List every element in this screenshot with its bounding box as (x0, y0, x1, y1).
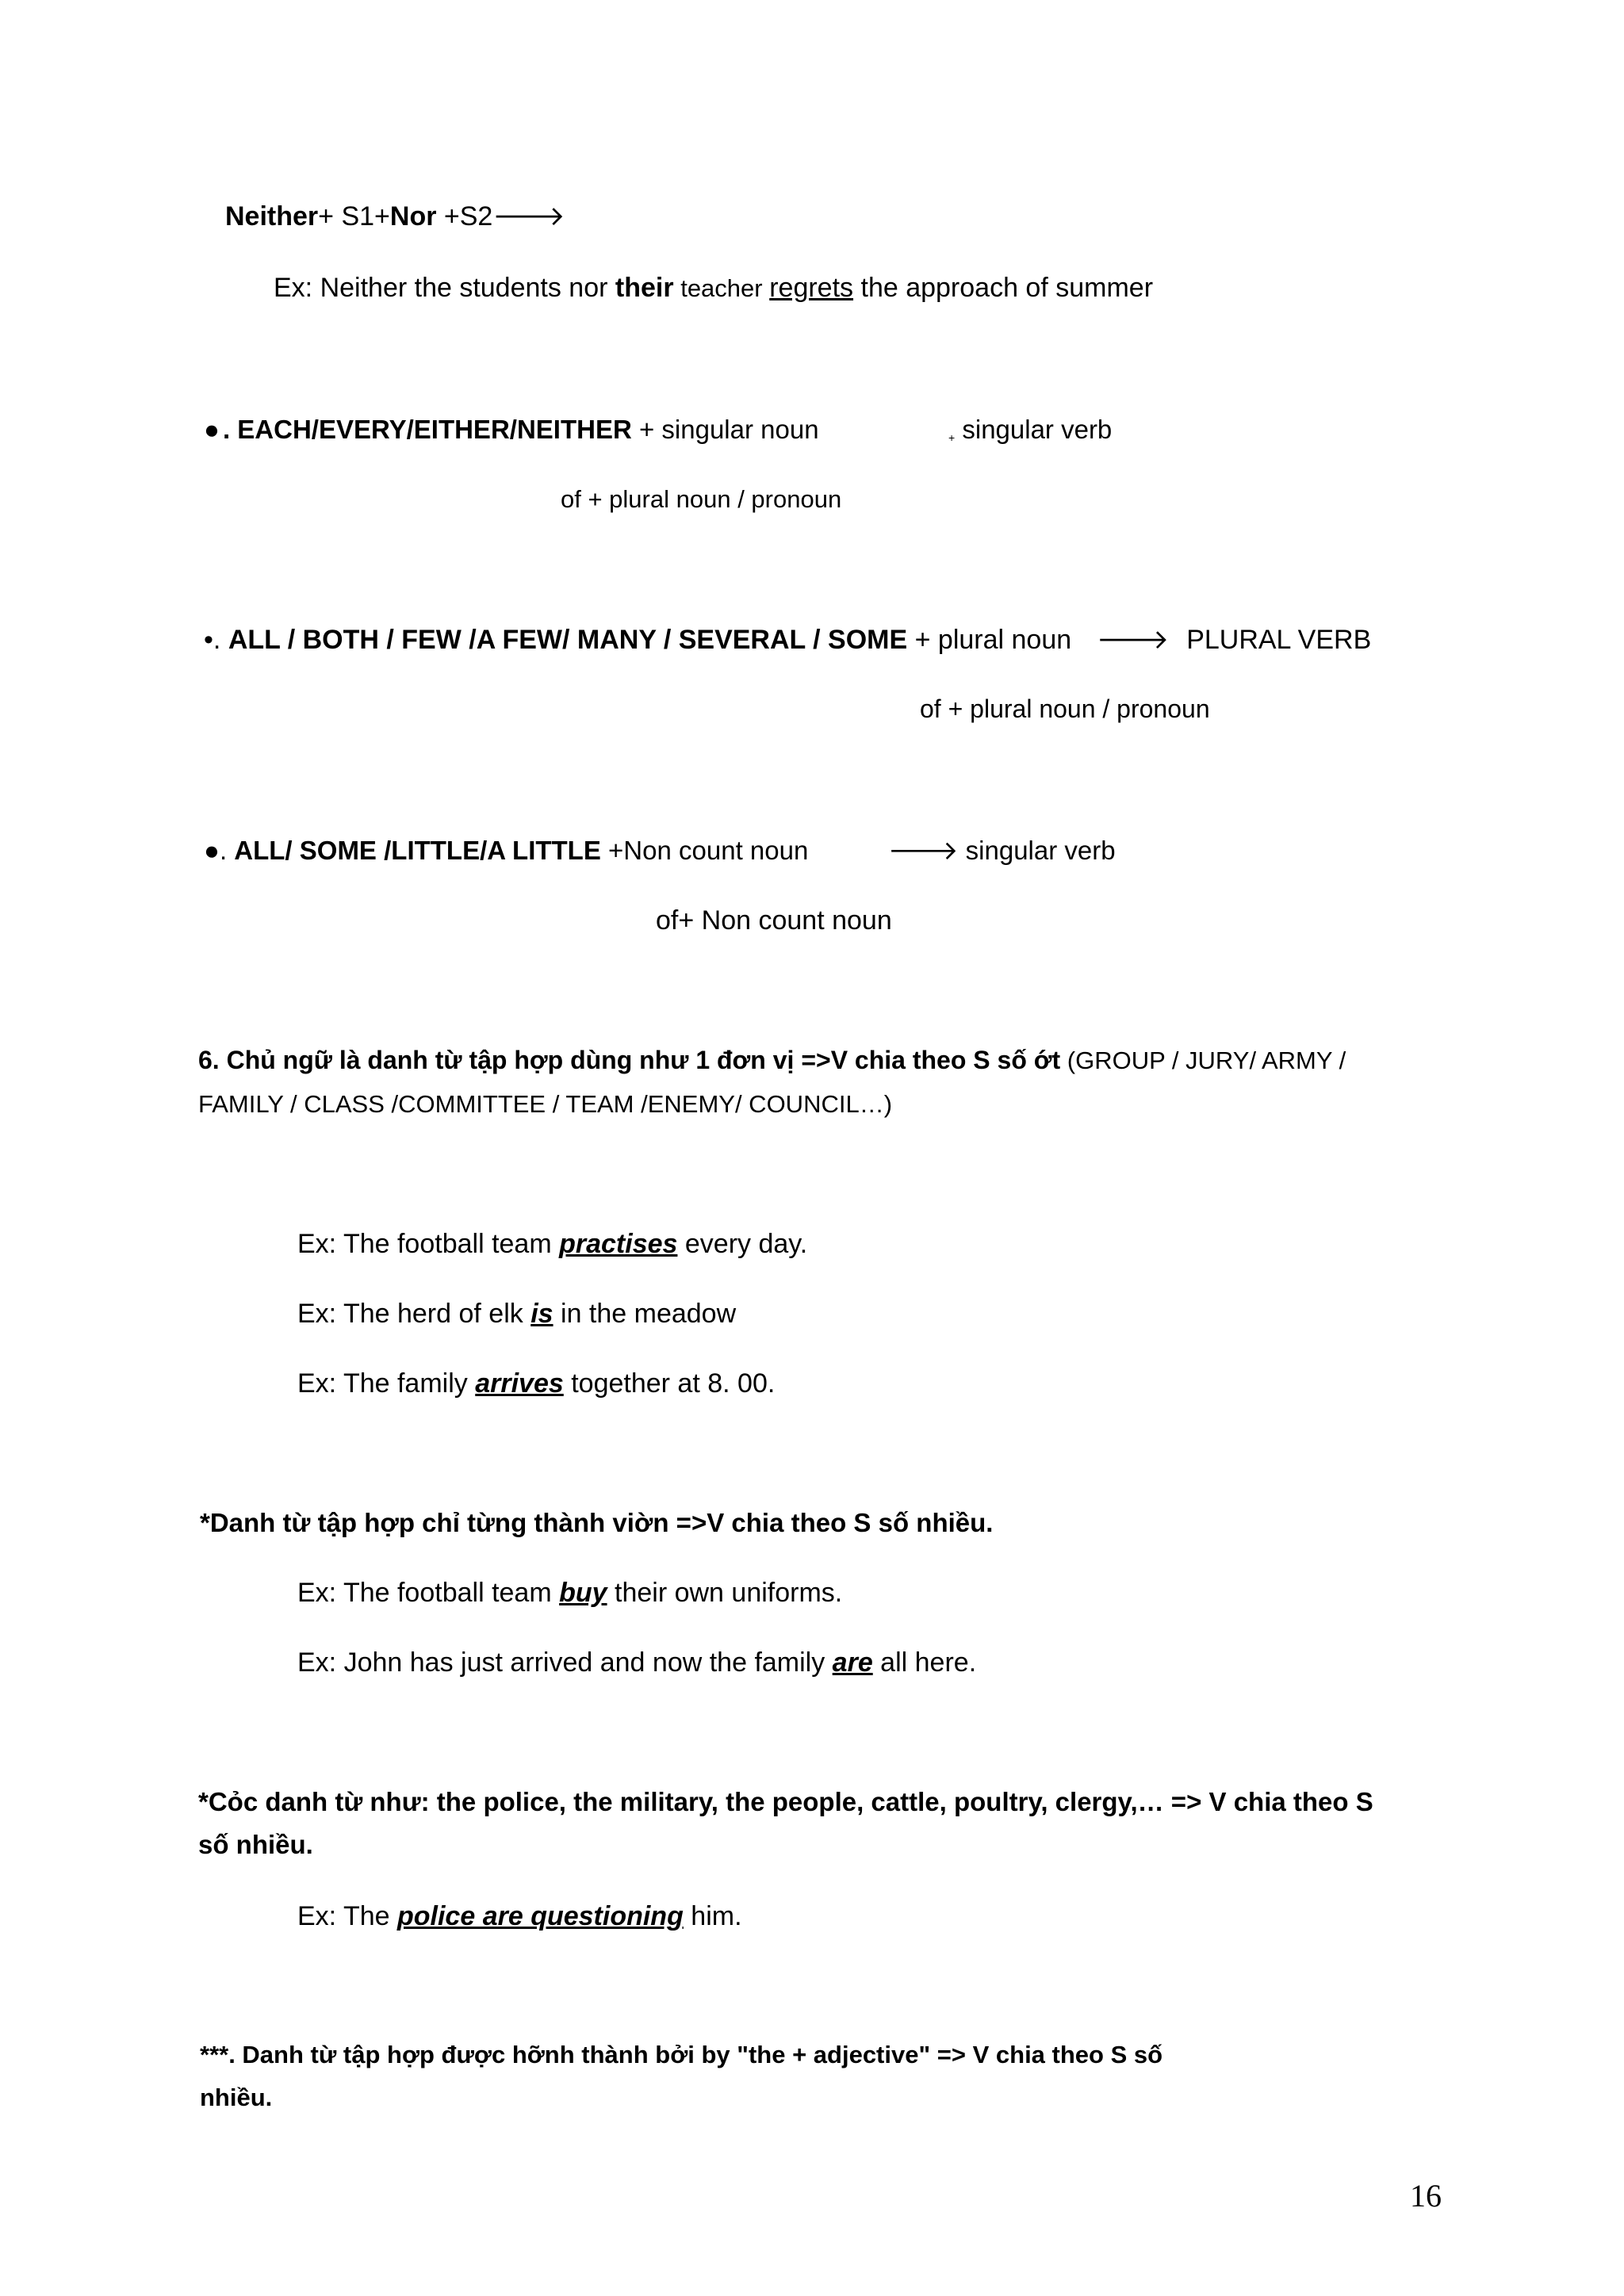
rule-verb: singular verb (958, 836, 1116, 865)
verb-highlight: is (530, 1299, 553, 1329)
verb-highlight: practises (559, 1229, 678, 1259)
collective-members-example-1 (297, 1579, 842, 1606)
section-6-title: 6. Chủ ngữ là danh từ tập hợp dùng như 1 đơn vị =>V chia theo S số ớt (198, 1046, 1061, 1074)
example-suffix: the approach of summer (853, 273, 1154, 303)
section-6-list-part2: FAMILY / CLASS /COMMITTEE / TEAM /ENEMY/ COUNCIL…) (198, 1090, 893, 1118)
collective-members-heading: *Danh từ tập hợp chỉ từng thành viờn =>V chia theo S số nhiều. (200, 1508, 994, 1537)
police-heading-line-2: số nhiều. (198, 1830, 313, 1859)
rule-verb: PLURAL VERB (1186, 625, 1372, 655)
example-text: Ex: John has just arrived and now the family (297, 1647, 833, 1678)
rule-neither-nor (225, 203, 565, 230)
bullet-icon: ● (204, 836, 220, 865)
their-word: their (615, 273, 674, 303)
verb-highlight: buy (559, 1578, 607, 1608)
section-6-example-3 (297, 1370, 775, 1397)
example-text: Ex: The football team (297, 1229, 560, 1259)
s1-text: + S1+ (318, 201, 390, 232)
section-6-example-1 (297, 1230, 807, 1257)
the-adjective-line-2: nhiều. (200, 2084, 273, 2111)
the-adjective-line-1: ***. Danh từ tập hợp được hỡnh thành bởi by "the + adjective" => V chia theo S số (200, 2041, 1163, 2068)
rule-head: ALL/ SOME /LITTLE/A LITTLE (234, 836, 601, 865)
rule-noun: + plural noun (907, 625, 1072, 655)
example-text: Ex: Neither the students nor (274, 273, 615, 303)
rule-noun: + singular noun (631, 415, 819, 444)
example-neither (274, 274, 1153, 301)
example-suffix: their own uniforms. (607, 1578, 843, 1608)
example-text: Ex: The football team (297, 1578, 560, 1608)
verb-highlight: are (832, 1647, 873, 1678)
example-suffix: in the meadow (553, 1299, 737, 1329)
rule-head: ALL / BOTH / FEW /A FEW/ MANY / SEVERAL / SOME (228, 625, 908, 655)
example-text: Ex: The (297, 1901, 397, 1931)
police-example (297, 1903, 742, 1930)
rule-all-plural (204, 626, 1071, 653)
rule-each-every (204, 416, 819, 442)
example-text: Ex: The herd of elk (297, 1299, 531, 1329)
verb-highlight: police are questioning (397, 1901, 684, 1931)
example-suffix: all here. (872, 1647, 977, 1678)
section-6-heading (198, 1047, 1346, 1073)
bullet-icon: ● (204, 415, 220, 444)
rule-all-noncount (204, 837, 808, 863)
rule-all-plural-of-line: of + plural noun / pronoun (920, 695, 1210, 723)
rule-all-noncount-verb (888, 837, 1116, 863)
rule-each-of-line: of + plural noun / pronoun (561, 485, 842, 513)
bullet-dot: . (219, 836, 235, 865)
plus-sign: + (948, 431, 956, 444)
regrets-word: regrets (769, 273, 854, 303)
nor-word: Nor (389, 201, 437, 232)
rule-all-plural-verb (1097, 626, 1371, 653)
collective-members-example-2 (297, 1649, 976, 1676)
s2-text: +S2 (436, 201, 493, 232)
right-arrow-icon: 🡒 (888, 836, 959, 865)
neither-word: Neither (225, 201, 319, 232)
rule-all-noncount-of-line: of+ Non count noun (656, 905, 892, 936)
example-suffix: every day. (677, 1229, 808, 1259)
bullet-dot: . (213, 625, 228, 655)
example-suffix: him. (683, 1901, 742, 1931)
verb-highlight: arrives (475, 1368, 564, 1399)
right-arrow-icon: 🡒 (492, 201, 565, 232)
rule-each-verb (948, 416, 1112, 443)
right-arrow-icon: 🡒 (1097, 625, 1170, 655)
example-text: Ex: The family (297, 1368, 476, 1399)
page-number: 16 (1410, 2178, 1442, 2214)
section-6-list-part1: (GROUP / JURY/ ARMY / (1060, 1047, 1346, 1074)
rule-noun: +Non count noun (600, 836, 809, 865)
rule-head: . EACH/EVERY/EITHER/NEITHER (222, 415, 632, 444)
police-heading-line-1: *Cỏc danh từ như: the police, the military, the people, cattle, poultry, clergy,… => V chia theo S (198, 1787, 1373, 1816)
teacher-word: teacher (673, 274, 770, 302)
section-6-example-2 (297, 1300, 736, 1327)
bullet-icon: • (204, 625, 213, 655)
example-suffix: together at 8. 00. (563, 1368, 776, 1399)
rule-verb: singular verb (955, 415, 1113, 444)
